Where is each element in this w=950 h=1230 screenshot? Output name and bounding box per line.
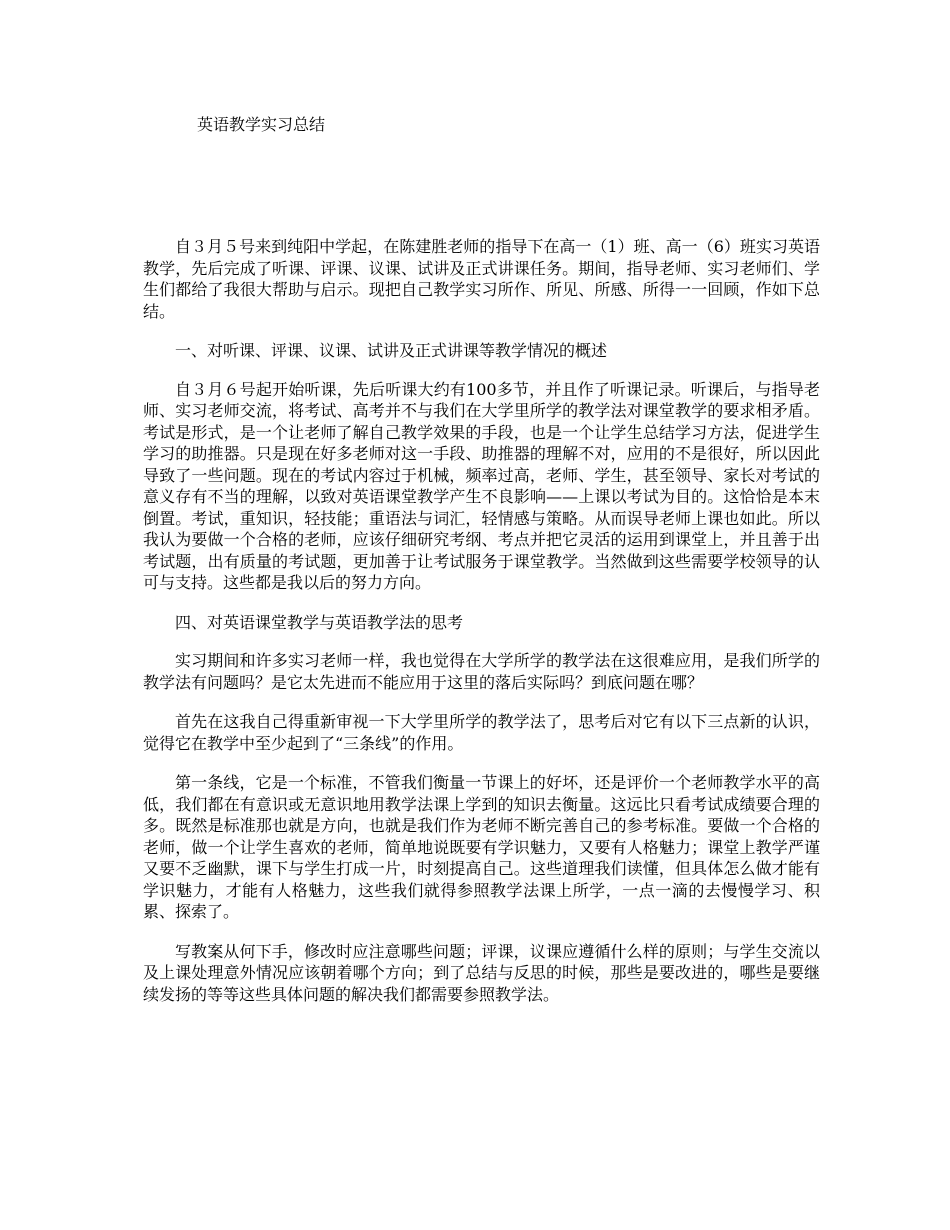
paragraph-lesson-plans: 写教案从何下手，修改时应注意哪些问题；评课，议课应遵循什么样的原则；与学生交流以及上课处理意外情况应该朝着哪个方向；到了总结与反思的时候，那些是要改进的，哪些是要继续发扬的等等这些具体问题的解决我们都需要参照教学法。 xyxy=(143,941,820,1004)
section-heading-overview: 一、对听课、评课、议课、试讲及正式讲课等教学情况的概述 xyxy=(175,341,608,360)
section-heading-reflection: 四、对英语课堂教学与英语教学法的思考 xyxy=(175,612,464,632)
paragraph-first-line: 第一条线，它是一个标准，不管我们衡量一节课上的好坏，还是评价一个老师教学水平的高低，我们都在有意识或无意识地用教学法课上学到的知识去衡量。这远比只看考试成绩要合理的多。既然是标准那也就是方向，也就是我们作为老师不断完善自己的参考标准。要做一个合格的老师，做一个让学生喜欢的老师，简单地说既要有学识魅力，又要有人格魅力；课堂上教学严谨又要不乏幽默，课下与学生打成一片，时刻提高自己。这些道理我们读懂，但具体怎么做才能有学识魅力，才能有人格魅力，这些我们就得参照教学法课上所学，一点一滴的去慢慢学习、积累、探索了。 xyxy=(143,773,820,921)
document-body xyxy=(143,236,820,1023)
paragraph-intro: 自３月５号来到纯阳中学起，在陈建胜老师的指导下在高一（1）班、高一（6）班实习英语教学，先后完成了听课、评课、议课、试讲及正式讲课任务。期间，指导老师、实习老师们、学生们都给了我很大帮助与启示。现把自己教学实习所作、所见、所感、所得一一回顾，作如下总结。 xyxy=(143,237,820,321)
paragraph-question: 实习期间和许多实习老师一样，我也觉得在大学所学的教学法在这很难应用，是我们所学的教学法有问题吗？是它太先进而不能应用于这里的落后实际吗？到底问题在哪？ xyxy=(143,651,820,692)
paragraph-three-lines: 首先在这我自己得重新审视一下大学里所学的教学法了，思考后对它有以下三点新的认识，觉得它在教学中至少起到了“三条线”的作用。 xyxy=(143,712,820,753)
document-title: 英语教学实习总结 xyxy=(197,115,326,134)
paragraph-observation: 自３月６号起开始听课，先后听课大约有100多节，并且作了听课记录。听课后，与指导老师、实习老师交流，将考试、高考并不与我们在大学里所学的教学法对课堂教学的要求相矛盾。考试是形式，是一个让老师了解自己教学效果的手段，也是一个让学生总结学习方法，促进学生学习的助推器。只是现在好多老师对这一手段、助推器的理解不对，应用的不是很好，所以因此导致了一些问题。现在的考试内容过于机械，频率过高，老师、学生，甚至领导、家长对考试的意义存有不当的理解，以致对英语课堂教学产生不良影响——上课以考试为目的。这恰恰是本末倒置。考试，重知识，轻技能；重语法与词汇，轻情感与策略。从而误导老师上课也如此。所以我认为要做一个合格的老师，应该仔细研究考纲、考点并把它灵活的运用到课堂上，并且善于出考试题，出有质量的考试题，更加善于让考试服务于课堂教学。当然做到这些需要学校领导的认可与支持。这些都是我以后的努力方向。 xyxy=(143,379,820,592)
